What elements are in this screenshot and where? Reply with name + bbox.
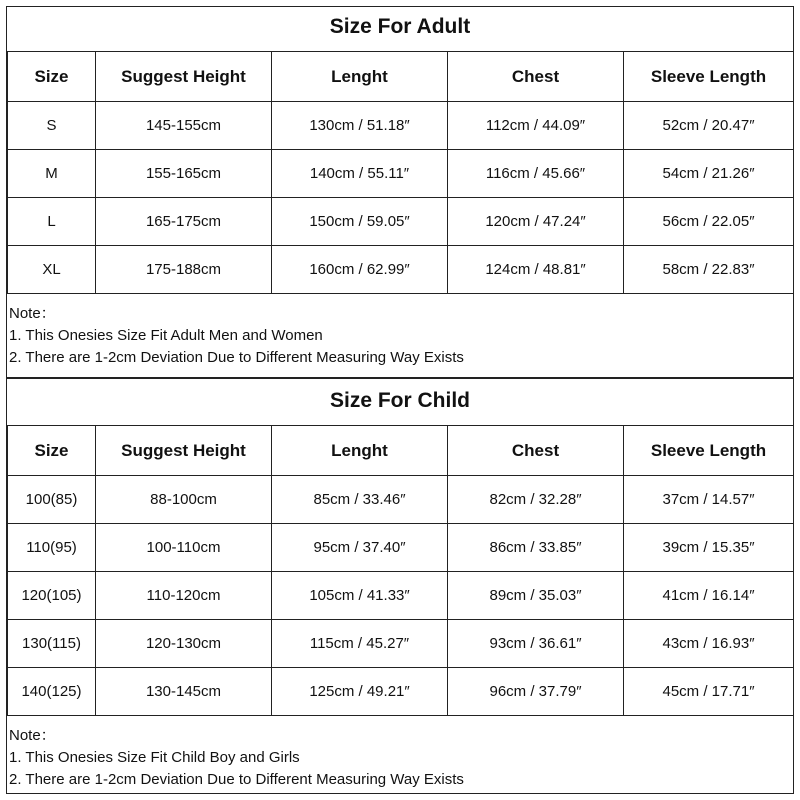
cell-sleeve: 52cm / 20.47″ — [624, 102, 794, 150]
note-heading: Note： — [9, 305, 56, 322]
cell-length: 115cm / 45.27″ — [272, 620, 448, 668]
cell-height: 145-155cm — [96, 102, 272, 150]
header-length: Lenght — [272, 426, 448, 476]
child-section-title: Size For Child — [329, 389, 470, 412]
cell-height: 155-165cm — [96, 150, 272, 198]
adult-size-table — [7, 51, 794, 294]
child-note — [7, 725, 793, 791]
cell-size: M — [8, 150, 96, 198]
cell-height: 165-175cm — [96, 198, 272, 246]
table-row — [8, 150, 794, 198]
note-heading: Note： — [9, 727, 56, 744]
cell-length: 140cm / 55.11″ — [272, 150, 448, 198]
cell-chest: 93cm / 36.61″ — [448, 620, 624, 668]
cell-length: 85cm / 33.46″ — [272, 476, 448, 524]
adult-section-title: Size For Adult — [329, 15, 471, 38]
table-row — [8, 102, 794, 150]
table-row — [8, 524, 794, 572]
table-row — [8, 572, 794, 620]
note-line: 1. This Onesies Size Fit Child Boy and Girls — [9, 749, 300, 766]
table-row — [8, 198, 794, 246]
table-header-row — [8, 426, 794, 476]
table-row — [8, 668, 794, 716]
cell-length: 160cm / 62.99″ — [272, 246, 448, 294]
cell-sleeve: 41cm / 16.14″ — [624, 572, 794, 620]
note-line: 2. There are 1-2cm Deviation Due to Different Measuring Way Exists — [9, 771, 464, 788]
header-size: Size — [8, 426, 96, 476]
section-divider — [7, 377, 793, 379]
note-line: 2. There are 1-2cm Deviation Due to Different Measuring Way Exists — [9, 349, 464, 366]
header-sleeve-length: Sleeve Length — [624, 426, 794, 476]
cell-sleeve: 58cm / 22.83″ — [624, 246, 794, 294]
cell-chest: 112cm / 44.09″ — [448, 102, 624, 150]
cell-size: 140(125) — [8, 668, 96, 716]
cell-chest: 89cm / 35.03″ — [448, 572, 624, 620]
header-suggest-height: Suggest Height — [96, 426, 272, 476]
table-row — [8, 476, 794, 524]
cell-chest: 82cm / 32.28″ — [448, 476, 624, 524]
header-size: Size — [8, 52, 96, 102]
cell-chest: 124cm / 48.81″ — [448, 246, 624, 294]
cell-size: 100(85) — [8, 476, 96, 524]
cell-sleeve: 43cm / 16.93″ — [624, 620, 794, 668]
cell-height: 110-120cm — [96, 572, 272, 620]
cell-height: 88-100cm — [96, 476, 272, 524]
cell-length: 125cm / 49.21″ — [272, 668, 448, 716]
table-row — [8, 620, 794, 668]
header-suggest-height: Suggest Height — [96, 52, 272, 102]
header-chest: Chest — [448, 426, 624, 476]
cell-size: L — [8, 198, 96, 246]
adult-note — [7, 303, 793, 369]
cell-sleeve: 37cm / 14.57″ — [624, 476, 794, 524]
cell-size: 130(115) — [8, 620, 96, 668]
header-sleeve-length: Sleeve Length — [624, 52, 794, 102]
size-chart-sheet — [6, 6, 794, 794]
cell-height: 120-130cm — [96, 620, 272, 668]
cell-size: XL — [8, 246, 96, 294]
cell-chest: 86cm / 33.85″ — [448, 524, 624, 572]
table-header-row — [8, 52, 794, 102]
header-length: Lenght — [272, 52, 448, 102]
cell-height: 100-110cm — [96, 524, 272, 572]
cell-sleeve: 39cm / 15.35″ — [624, 524, 794, 572]
cell-chest: 120cm / 47.24″ — [448, 198, 624, 246]
cell-sleeve: 56cm / 22.05″ — [624, 198, 794, 246]
cell-chest: 116cm / 45.66″ — [448, 150, 624, 198]
table-row — [8, 246, 794, 294]
cell-size: S — [8, 102, 96, 150]
cell-sleeve: 45cm / 17.71″ — [624, 668, 794, 716]
cell-length: 95cm / 37.40″ — [272, 524, 448, 572]
cell-length: 130cm / 51.18″ — [272, 102, 448, 150]
cell-height: 130-145cm — [96, 668, 272, 716]
cell-height: 175-188cm — [96, 246, 272, 294]
cell-length: 150cm / 59.05″ — [272, 198, 448, 246]
header-chest: Chest — [448, 52, 624, 102]
cell-chest: 96cm / 37.79″ — [448, 668, 624, 716]
child-size-table — [7, 425, 794, 716]
cell-length: 105cm / 41.33″ — [272, 572, 448, 620]
cell-size: 110(95) — [8, 524, 96, 572]
note-line: 1. This Onesies Size Fit Adult Men and Women — [9, 327, 323, 344]
cell-size: 120(105) — [8, 572, 96, 620]
cell-sleeve: 54cm / 21.26″ — [624, 150, 794, 198]
